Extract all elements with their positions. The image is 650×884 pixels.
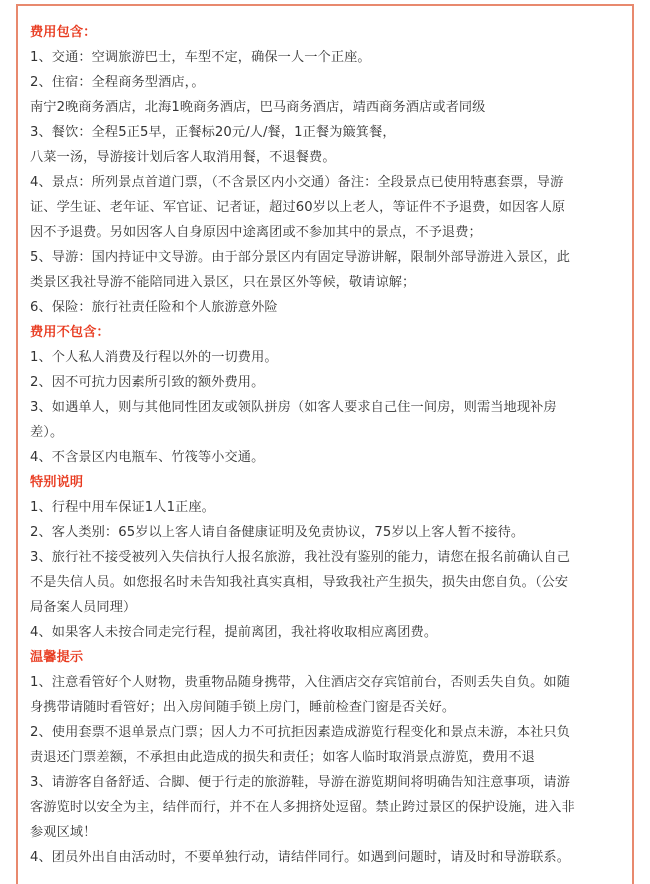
body-text-line: 3、餐饮：全程5正5早，正餐标20元/人/餐，1正餐为簸箕餐，: [30, 125, 396, 140]
body-text-line: 4、团员外出自由活动时，不要单独行动，请结伴同行。如遇到问题时，请及时和导游联系。: [30, 850, 570, 865]
body-text-line: 3、旅行社不接受被列入失信执行人报名旅游，我社没有鉴别的能力，请您在报名前确认自己: [30, 550, 570, 565]
body-text-line: 不是失信人员。如您报名时未告知我社真实真相，导致我社产生损失，损失由您自负。（公安: [30, 575, 569, 590]
body-text-line: 4、如果客人未按合同走完行程，提前离团，我社将收取相应离团费。: [30, 625, 438, 640]
body-text-line: 2、因不可抗力因素所引致的额外费用。: [30, 375, 265, 390]
section-heading: 费用包含：: [30, 25, 97, 40]
section-heading: 费用不包含：: [30, 325, 110, 340]
body-text-line: 责退还门票差额，不承担由此造成的损失和责任；如客人临时取消景点游览，费用不退: [30, 750, 535, 765]
body-text-line: 南宁2晚商务酒店，北海1晚商务酒店，巴马商务酒店，靖西商务酒店或者同级: [30, 100, 486, 115]
body-text-line: 1、个人私人消费及行程以外的一切费用。: [30, 350, 278, 365]
body-text-line: 身携带请随时看管好；出入房间随手锁上房门，睡前检查门窗是否关好。: [30, 700, 456, 715]
body-text-line: 3、请游客自备舒适、合脚、便于行走的旅游鞋，导游在游览期间将明确告知注意事项，请游: [30, 775, 570, 790]
body-text-line: 2、客人类别：65岁以上客人请自备健康证明及免责协议，75岁以上客人暂不接待。: [30, 525, 525, 540]
body-text-line: 1、交通：空调旅游巴士，车型不定，确保一人一个正座。: [30, 50, 371, 65]
body-text-line: 3、如遇单人，则与其他同性团友或领队拼房（如客人要求自己住一间房，则需当地现补房: [30, 400, 557, 415]
body-text-line: 局备案人员同理）: [30, 600, 137, 615]
section-heading: 特别说明: [30, 475, 84, 490]
body-text-line: 客游览时以安全为主，结伴而行，并不在人多拥挤处逗留。禁止跨过景区的保护设施，进入非: [30, 800, 575, 815]
body-text-line: 差）。: [30, 425, 64, 440]
body-text-line: 2、使用套票不退单景点门票；因人力不可抗拒因素造成游览行程变化和景点未游，本社只负: [30, 725, 570, 740]
body-text-line: 因不予退费。另如因客人自身原因中途离团或不参加其中的景点，不予退费；: [30, 225, 482, 240]
body-text-line: 6、保险：旅行社责任险和个人旅游意外险: [30, 300, 278, 315]
body-text-line: 八菜一汤，导游接计划后客人取消用餐，不退餐费。: [30, 150, 336, 165]
section-heading: 温馨提示: [30, 650, 84, 665]
body-text-line: 4、不含景区内电瓶车、竹筏等小交通。: [30, 450, 265, 465]
fee-notes-document: [30, 20, 630, 870]
body-text-line: 1、行程中用车保证1人1正座。: [30, 500, 215, 515]
body-text-line: 5、导游：国内持证中文导游。由于部分景区内有固定导游讲解，限制外部导游进入景区，此: [30, 250, 570, 265]
body-text-line: 类景区我社导游不能陪同进入景区，只在景区外等候，敬请谅解；: [30, 275, 416, 290]
body-text-line: 1、注意看管好个人财物，贵重物品随身携带，入住酒店交存宾馆前台，否则丢失自负。如随: [30, 675, 570, 690]
body-text-line: 证、学生证、老年证、军官证、记者证，超过60岁以上老人，等证件不予退费，如因客人原: [30, 200, 566, 215]
body-text-line: 4、景点：所列景点首道门票，（不含景区内小交通）备注：全段景点已使用特惠套票，导游: [30, 175, 564, 190]
content-frame: [16, 4, 634, 884]
body-text-line: 参观区域！: [30, 825, 97, 840]
body-text-line: 2、住宿：全程商务型酒店，。: [30, 75, 205, 90]
